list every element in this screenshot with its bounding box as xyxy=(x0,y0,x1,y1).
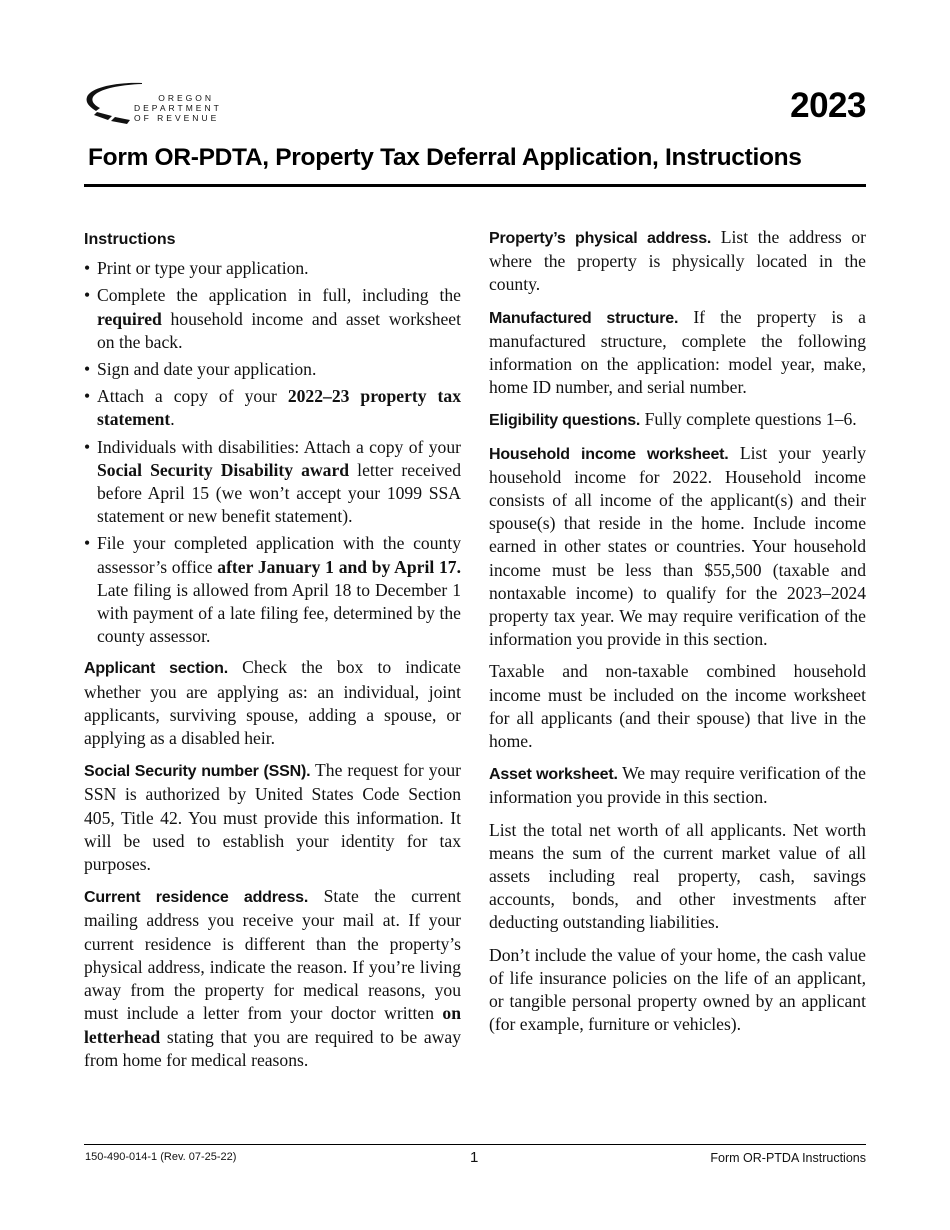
body-text: We may require verification of the information you provide in this section. xyxy=(489,763,866,808)
body-text: Check the box to indicate whether you are applying as: an individual, joint applicants, surviving spouse, adding a spouse, or applying as a disabled heir. xyxy=(84,657,461,749)
oregon-dor-logo xyxy=(84,80,224,130)
body-text: List the total net worth of all applicants. Net worth means the sum of the current market value of all assets including real property, cash, savings accounts, bonds, and other investments after deducting outstanding liabilities. xyxy=(489,819,866,933)
instruction-bullet xyxy=(84,257,461,280)
body-text: Don’t include the value of your home, the cash value of life insurance policies on the life of an applicant, or tangible personal property owned by an applicant (for example, furniture or vehicles). xyxy=(489,944,866,1035)
footer-divider xyxy=(84,1144,866,1145)
form-year: 2023 xyxy=(790,86,866,125)
body-text: List your yearly household income for 2022. Household income consists of all income of the applicant(s) and their spouse(s) that reside in the home. Include income earned in other states or countries. Your household income must be less than $55,500 (taxable and nontaxable income) to qualify for the 2023–2024 property tax year. We may require verification of the information you provide in this section. xyxy=(489,442,866,650)
section-heading: Current residence address. xyxy=(84,889,309,907)
footer-page-number: 1 xyxy=(470,1149,479,1166)
instructions-heading: Instructions xyxy=(84,231,176,248)
body-text: Attach a copy of your xyxy=(97,386,288,407)
page-title: Form OR-PDTA, Property Tax Deferral Application, Instructions xyxy=(88,144,802,171)
body-text: Late filing is allowed from April 18 to December 1 with payment of a late filing fee, determined by the county assessor. xyxy=(97,579,461,647)
instruction-paragraph xyxy=(489,660,866,753)
instruction-paragraph xyxy=(84,656,461,750)
footer-form-name: Form OR-PTDA Instructions xyxy=(710,1151,866,1165)
section-heading: Eligibility questions. xyxy=(489,412,641,430)
left-sections xyxy=(84,656,461,1071)
right-sections xyxy=(489,226,866,1037)
body-text: State the current mailing address you receive your mail at. If your current residence is different than the property’s physical address, indicate the reason. If you’re living away from the property for medical reasons, you must include a letter from your doctor written xyxy=(84,886,461,1024)
body-text: Fully complete questions 1–6. xyxy=(640,409,857,430)
instruction-paragraph xyxy=(84,759,461,876)
right-column xyxy=(489,226,866,1046)
section-heading: Household income worksheet. xyxy=(489,445,729,463)
body-text: Taxable and non-taxable combined household income must be included on the income worksheet for all applicants (and their spouse) that live in the home. xyxy=(489,661,866,752)
logo-line: OF REVENUE xyxy=(134,113,220,123)
instruction-bullet xyxy=(84,385,461,431)
emphasis-text: on letterhead xyxy=(84,1003,461,1047)
instruction-bullet xyxy=(84,358,461,381)
section-heading: Manufactured structure. xyxy=(489,309,679,327)
logo-line: DEPARTMENT xyxy=(134,103,222,113)
left-column xyxy=(84,226,461,1081)
body-text: . xyxy=(170,409,175,430)
section-heading: Asset worksheet. xyxy=(489,766,618,784)
body-text: letter received before April 15 (we won’t accept your 1099 SSA statement or new benefit statement). xyxy=(97,459,462,527)
body-text: household income and asset worksheet on the back. xyxy=(97,308,461,352)
emphasis-text: 2022–23 property tax statement xyxy=(97,386,461,430)
instruction-paragraph xyxy=(489,306,866,400)
body-text: If the property is a manufactured structure, complete the following information on the application: model year, make, home ID number, and serial number. xyxy=(489,306,866,398)
body-text: File your completed application with the county assessor’s office xyxy=(97,533,461,577)
section-heading: Property’s physical address. xyxy=(489,230,712,247)
emphasis-text: required xyxy=(97,308,162,329)
instruction-bullet xyxy=(84,436,461,529)
instruction-paragraph xyxy=(489,944,866,1037)
logo-text xyxy=(134,93,222,123)
body-text: stating that you are required to be away from home for medical reasons. xyxy=(84,1026,461,1070)
body-text: The request for your SSN is authorized by United States Code Section 405, Title 42. You must provide this information. It will be used to establish your identity for tax purposes. xyxy=(84,760,462,875)
body-text: Sign and date your application. xyxy=(97,359,317,380)
emphasis-text: after January 1 and by April 17. xyxy=(217,556,461,577)
instruction-paragraph xyxy=(489,408,866,432)
instructions-list xyxy=(84,257,461,648)
instruction-paragraph xyxy=(84,885,461,1072)
title-divider xyxy=(84,184,866,187)
section-heading: Social Security number (SSN). xyxy=(84,763,311,781)
emphasis-text: Social Security Disability award xyxy=(97,459,350,480)
body-text: Complete the application in full, including the xyxy=(97,285,461,306)
instruction-bullet xyxy=(84,532,461,648)
body-text: Individuals with disabilities: Attach a copy of your xyxy=(97,436,461,457)
logo-line: OREGON xyxy=(158,93,214,103)
body-text: Print or type your application. xyxy=(97,258,309,279)
instruction-paragraph xyxy=(489,762,866,809)
instruction-paragraph xyxy=(489,442,866,652)
body-text: List the address or where the property is physically located in the county. xyxy=(489,227,866,295)
section-heading: Applicant section. xyxy=(84,660,228,678)
instruction-paragraph xyxy=(489,819,866,935)
instruction-paragraph xyxy=(489,226,866,297)
instruction-bullet xyxy=(84,284,461,354)
footer-form-number: 150-490-014-1 (Rev. 07-25-22) xyxy=(85,1151,237,1163)
